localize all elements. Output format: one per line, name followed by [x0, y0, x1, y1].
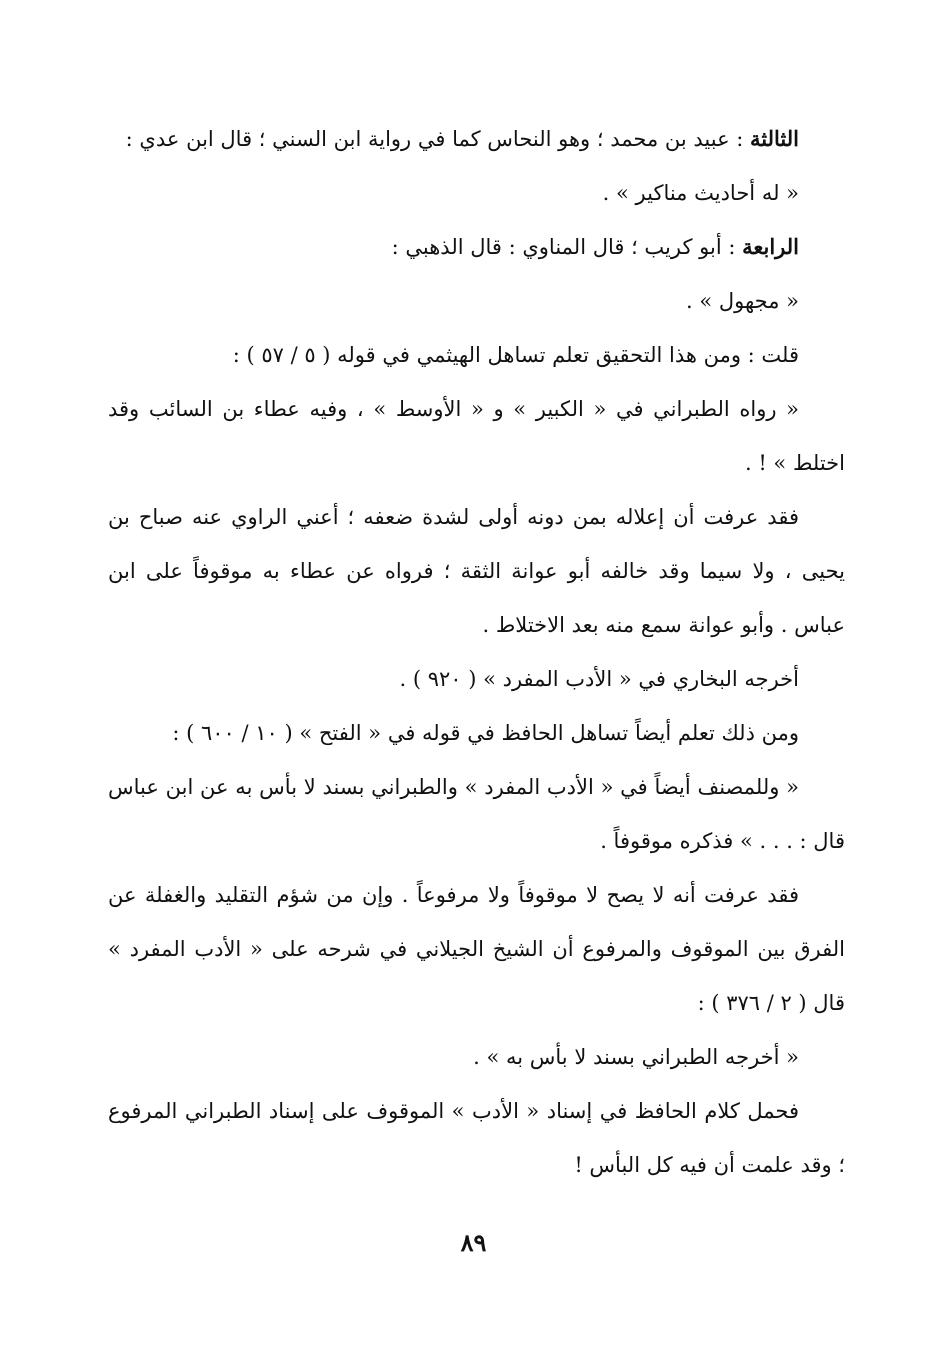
paragraph-fourth-narrator	[108, 220, 845, 274]
paragraph-text: : أبو كريب ؛ قال المناوي : قال الذهبي :	[391, 235, 743, 259]
paragraph-haythami	[108, 328, 845, 382]
paragraph-text: فقد عرفت أن إعلاله بمن دونه أولى لشدة ضعفه ؛ أعني الراوي عنه صباح بن يحيى ، ولا سيما وقد خالفه أبو عوانة الثقة ؛ فرواه عن عطاء به موقوفاً على ابن عباس . وأبو عوانة سمع منه بعد الاختلاط .	[108, 505, 845, 637]
paragraph-text: ومن ذلك تعلم أيضاً تساهل الحافظ في قوله في « الفتح » ( ١٠ / ٦٠٠ ) :	[172, 721, 799, 745]
paragraph-text: : عبيد بن محمد ؛ وهو النحاس كما في رواية ابن السني ؛ قال ابن عدي :	[125, 127, 751, 151]
paragraph-hafiz	[108, 706, 845, 760]
body-text	[108, 112, 845, 1192]
paragraph-bukhari	[108, 652, 845, 706]
quote-dhahabi	[108, 274, 845, 328]
quote-haythami	[108, 382, 845, 490]
quote-jilani	[108, 1030, 845, 1084]
paragraph-text: « أخرجه الطبراني بسند لا بأس به » .	[473, 1045, 799, 1069]
paragraph-text: « له أحاديث مناكير » .	[602, 181, 799, 205]
quote-ibn-adi	[108, 166, 845, 220]
quote-fath	[108, 760, 845, 868]
paragraph-text: « رواه الطبراني في « الكبير » و « الأوسط » ، وفيه عطاء بن السائب وقد اختلط » ! .	[108, 397, 845, 475]
paragraph-conclusion	[108, 1084, 845, 1192]
paragraph-text: أخرجه البخاري في « الأدب المفرد » ( ٩٢٠ ) .	[399, 667, 799, 691]
paragraph-lead: الرابعة	[742, 234, 799, 259]
paragraph-text: فقد عرفت أنه لا يصح لا موقوفاً ولا مرفوعاً . وإن من شؤم التقليد والغفلة عن الفرق بين الموقوف والمرفوع أن الشيخ الجيلاني في شرحه على « الأدب المفرد » قال ( ٢ / ٣٧٦ ) :	[108, 883, 845, 1015]
paragraph-illa	[108, 490, 845, 652]
paragraph-text: « مجهول » .	[686, 289, 799, 313]
paragraph-text: « وللمصنف أيضاً في « الأدب المفرد » والطبراني بسند لا بأس به عن ابن عباس قال : . . . » فذكره موقوفاً .	[108, 775, 845, 853]
paragraph-text: فحمل كلام الحافظ في إسناد « الأدب » الموقوف على إسناد الطبراني المرفوع ؛ وقد علمت أن فيه كل البأس !	[108, 1099, 845, 1177]
paragraph-taqlid	[108, 868, 845, 1030]
page-number: ٨٩	[460, 1228, 487, 1257]
paragraph-third-narrator	[108, 112, 845, 166]
paragraph-text: قلت : ومن هذا التحقيق تعلم تساهل الهيثمي في قوله ( ٥ / ٥٧ ) :	[232, 343, 799, 367]
paragraph-lead: الثالثة	[750, 126, 799, 151]
